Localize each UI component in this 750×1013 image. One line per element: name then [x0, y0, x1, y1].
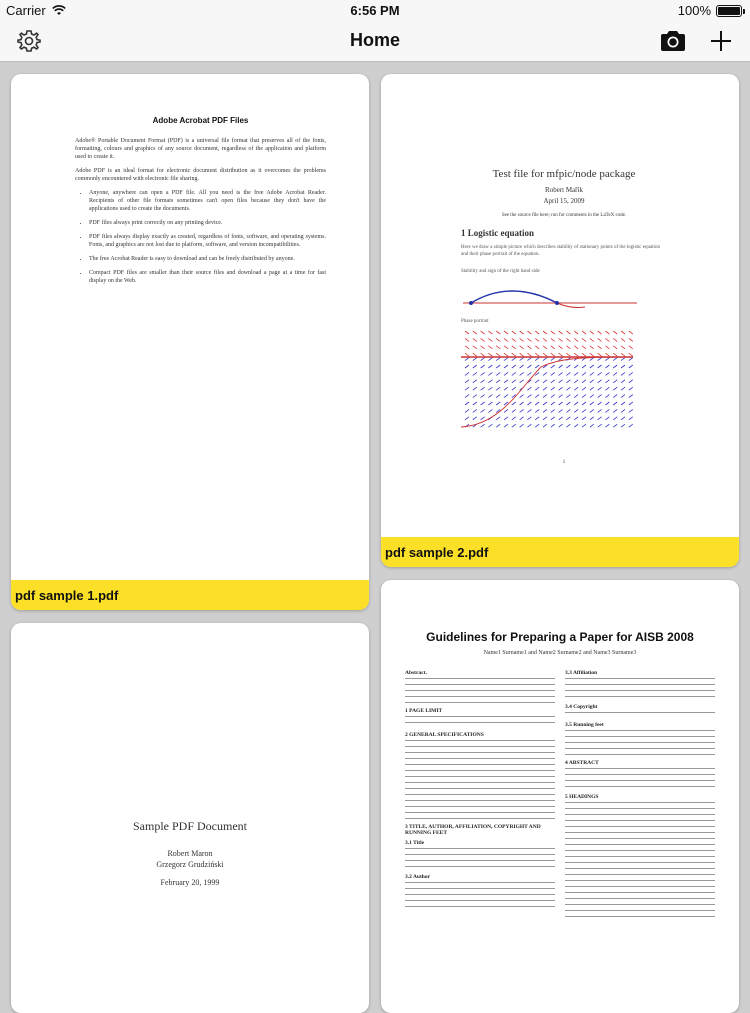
file-card-1[interactable]: [11, 74, 369, 610]
carrier-label: Carrier: [6, 3, 46, 18]
preview-authors: Name1 Surname1 and Name2 Surname2 and Name3 Surname3: [483, 650, 637, 656]
document-preview: [405, 630, 715, 926]
document-preview: [31, 819, 349, 887]
section-heading: Abstract.: [405, 670, 427, 676]
navigation-bar: [0, 22, 750, 62]
page-title: Home: [349, 30, 400, 50]
file-card-2[interactable]: [381, 74, 739, 567]
figure-caption: Phase portrait: [461, 319, 489, 324]
file-card-3[interactable]: [11, 623, 369, 1013]
section-heading: 3.2 Author: [405, 874, 431, 880]
section-heading: 3.5 Running feet: [565, 722, 604, 728]
preview-title: Sample PDF Document: [133, 819, 247, 833]
preview-bullet: • PDF files always print correctly on any printing device.: [89, 219, 326, 227]
preview-bullet: • Compact PDF files are smaller than their source files and download a page at a time for fast display on the Web.: [89, 269, 326, 285]
preview-paragraph: Adobe PDF is an ideal format for electronic document distribution as it overcomes the problems commonly encountered with electronic file sharing.: [75, 168, 326, 182]
section-heading: 3.3 Affiliation: [565, 670, 598, 676]
preview-title: Guidelines for Preparing a Paper for AISB 2008: [426, 630, 694, 644]
preview-paragraph: Here we draw a simple picture which describes stability of stationary points of the logistic equation and their phase portrait of the equation.: [461, 245, 660, 257]
preview-paragraph: Adobe® Portable Document Format (PDF) is a universal file format that preserves all of the fonts, formatting, colours and graphics of any source document, regardless of the application and platform used to create it.: [75, 138, 326, 160]
plus-icon[interactable]: [708, 28, 734, 54]
document-preview: [75, 116, 326, 291]
preview-author: Grzegorz Grudziński: [156, 860, 224, 869]
preview-date: February 20, 1999: [160, 878, 220, 887]
preview-author: Robert Mařík: [545, 186, 583, 194]
battery-percent: 100%: [677, 3, 711, 18]
preview-title: Test file for mfpic/node package: [492, 168, 636, 180]
preview-heading: 1 Logistic equation: [461, 228, 535, 238]
preview-date: April 15, 2009: [543, 197, 585, 205]
preview-column-left: [405, 666, 555, 926]
section-heading: 3 TITLE, AUTHOR, AFFILIATION, COPYRIGHT AND RUNNING FEET: [405, 824, 541, 836]
figure-caption: Stability and sign of the right hand side: [461, 269, 540, 274]
section-heading: 2 GENERAL SPECIFICATIONS: [405, 732, 484, 738]
file-name-label: pdf sample 1.pdf: [11, 580, 369, 610]
preview-bullet: • Anyone, anywhere can open a PDF file. All you need is the free Adobe Acrobat Reader. Recipients of other file formats sometimes can't open files because they don't have the applications used to create the documents.: [89, 189, 326, 213]
section-heading: 3.4 Copyright: [565, 704, 598, 710]
section-heading: 1 PAGE LIMIT: [405, 708, 443, 714]
status-bar: [0, 0, 750, 22]
stability-figure: [461, 277, 641, 311]
preview-title: Adobe Acrobat PDF Files: [152, 116, 249, 125]
file-name-label: pdf sample 2.pdf: [381, 537, 739, 567]
status-time: 6:56 PM: [350, 3, 400, 18]
section-heading: 3.1 Title: [405, 840, 425, 846]
section-heading: 5 HEADINGS: [565, 794, 599, 800]
page-number: 1: [562, 460, 566, 465]
preview-bullet-list: [75, 189, 326, 285]
preview-author: Robert Maron: [167, 849, 213, 858]
file-card-4[interactable]: [381, 580, 739, 1013]
phase-portrait-figure: [461, 327, 633, 433]
preview-column-right: [565, 666, 715, 926]
document-preview: [461, 168, 667, 468]
battery-icon: [716, 5, 742, 17]
camera-icon[interactable]: [659, 30, 687, 52]
preview-bullet: • PDF files always display exactly as created, regardless of fonts, software, and operating systems. Fonts, and graphics are not lost due to platform, software, and version incompatibilities.: [89, 233, 326, 249]
preview-bullet: • The free Acrobat Reader is easy to download and can be freely distributed by anyone.: [89, 255, 326, 263]
section-heading: 4 ABSTRACT: [565, 760, 599, 766]
preview-note: See the source file here; run for comments in the LaTeX code.: [501, 213, 627, 218]
